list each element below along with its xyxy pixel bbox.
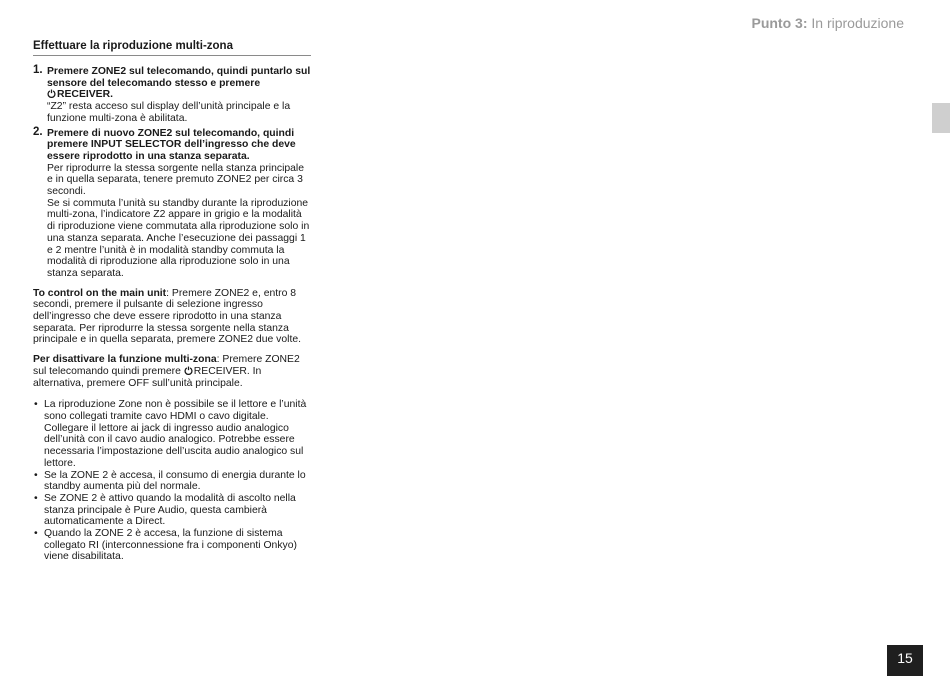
power-icon	[184, 366, 193, 375]
disable-text-end: RECEIVER. In alternativa, premere OFF sull’unità principale.	[33, 365, 262, 389]
list-item: • La riproduzione Zone non è possibile se il lettore e l’unità sono collegati tramite cavo HDMI o cavo digitale. Collegare il lettore ai jack di ingresso audio analogico dell’unità con il cavo audio analogico. Potrebbe essere necessaria l’impostazione dell’uscita audio analogico sul lettore.	[33, 399, 311, 469]
disable-text: : Premere ZONE2 sul telecomando quindi premere	[33, 354, 300, 377]
step-note: “Z2” resta acceso sul display dell’unità principale e la funzione multi-zona è abilitata.	[47, 101, 291, 124]
list-item: • Se la ZONE 2 è accesa, il consumo di energia durante lo standby aumenta più del normale.	[33, 470, 311, 493]
disable-paragraph	[33, 354, 311, 389]
header-step: Punto 3:	[751, 15, 808, 31]
notes-list	[33, 399, 311, 563]
section-title: Effettuare la riproduzione multi-zona	[33, 39, 311, 56]
step-instruction: Premere ZONE2 sul telecomando, quindi puntarlo sul sensore del telecomando stesso e premere	[47, 66, 311, 89]
power-icon	[47, 89, 56, 98]
disable-label: Per disattivare la funzione multi-zona	[33, 354, 217, 366]
main-column	[33, 39, 311, 563]
step-instruction: Premere di nuovo ZONE2 sul telecomando, quindi premere INPUT SELECTOR dell’ingresso che deve essere riprodotto in una stanza separata.	[47, 127, 296, 162]
side-tab-marker	[932, 103, 950, 133]
page-header	[751, 15, 904, 31]
step-note: Se si commuta l’unità su standby durante la riproduzione multi-zona, l’indicatore Z2 appare in grigio e la modalità di riproduzione viene commutata alla riproduzione solo in una stanza separata. Anche l’esecuzione dei passaggi 1 e 2 mentre l’unità è in modalità standby commuta la modalità di riproduzione alla riproduzione solo in una stanza separata.	[47, 197, 310, 279]
header-title: In riproduzione	[811, 15, 904, 31]
page-number: 15	[887, 645, 923, 676]
step-1	[33, 66, 311, 125]
step-number: 1.	[33, 64, 43, 76]
control-main-text: : Premere ZONE2 e, entro 8 secondi, premere il pulsante di selezione ingresso dell’ingresso che deve essere riprodotto in una stanza separata. Per riprodurre la stessa sorgente nella stanza principale e in quella separata, premere ZONE2 due volte.	[33, 287, 301, 346]
list-item: • Se ZONE 2 è attivo quando la modalità di ascolto nella stanza principale è Pure Audio, questa cambierà automaticamente a Direct.	[33, 493, 311, 528]
list-item: • Quando la ZONE 2 è accesa, la funzione di sistema collegato RI (interconnessione fra i componenti Onkyo) viene disabilitata.	[33, 528, 311, 563]
step-2	[33, 125, 311, 280]
control-main-paragraph	[33, 288, 311, 347]
step-instruction-end: RECEIVER.	[57, 89, 114, 101]
control-main-label: To control on the main unit	[33, 287, 167, 299]
step-number: 2.	[33, 125, 43, 138]
step-note: Per riprodurre la stessa sorgente nella stanza principale e in quella separata, tenere premuto ZONE2 per circa 3 secondi.	[47, 162, 305, 198]
